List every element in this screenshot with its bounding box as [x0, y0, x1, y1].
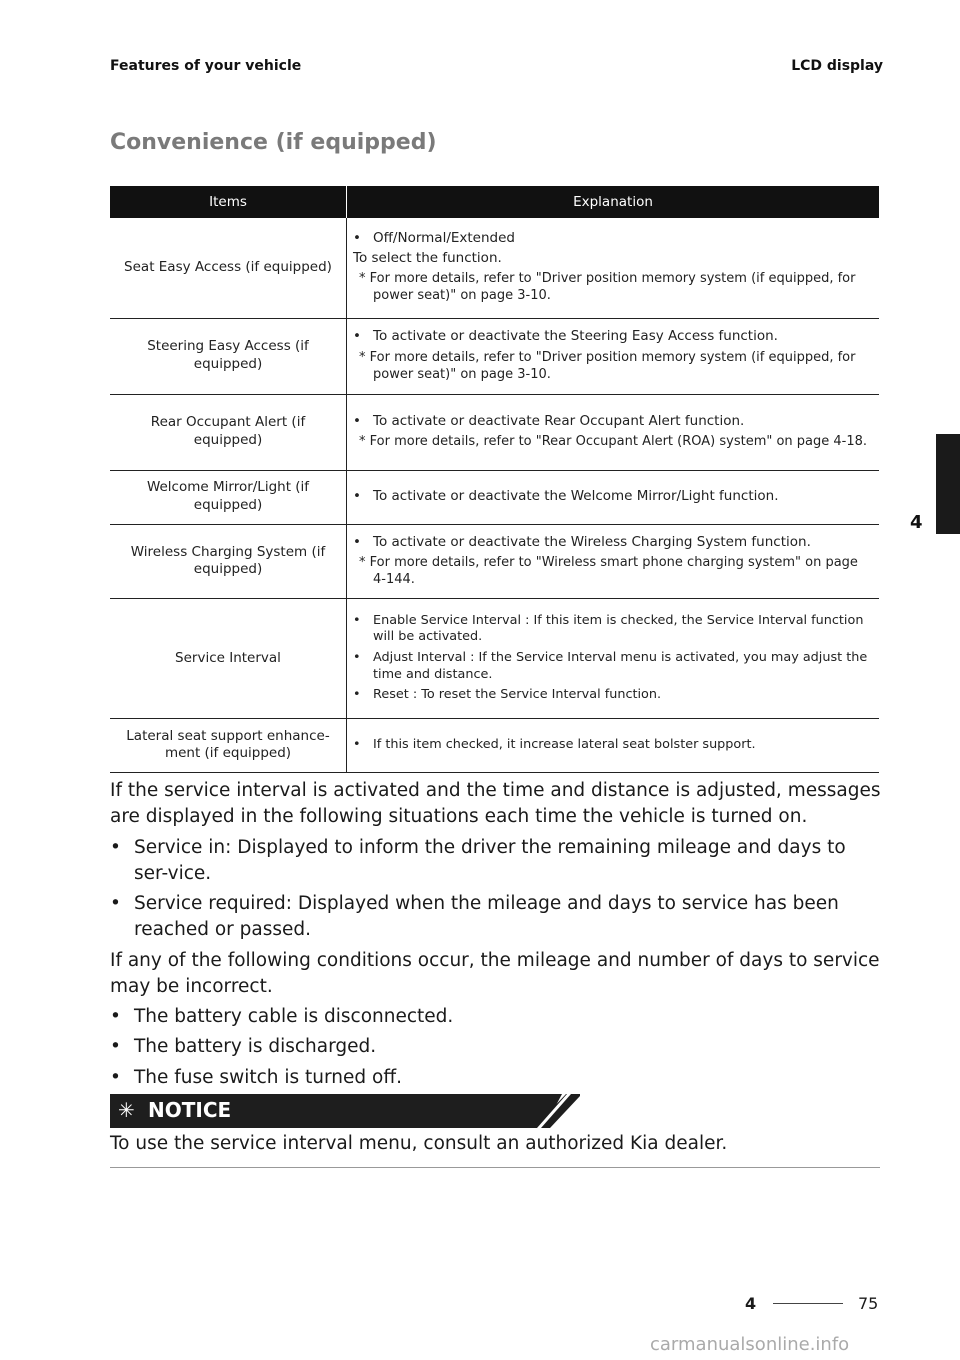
table-row: [110, 394, 879, 470]
row-explanation: [347, 394, 880, 470]
row-explanation: [347, 598, 880, 718]
explanation-bullet: • To activate or deactivate Rear Occupant Alert function.: [353, 413, 873, 431]
body-paragraph: If the service interval is activated and the time and distance is adjusted, messages are displayed in the following situations each time the vehicle is turned on.: [110, 780, 881, 828]
row-explanation: [347, 524, 880, 598]
table-row: [110, 218, 879, 318]
row-explanation: [347, 218, 880, 318]
row-explanation: [347, 718, 880, 772]
table-header-row: [110, 186, 879, 218]
settings-table: [110, 186, 879, 773]
explanation-bullet: • Off/Normal/Extended: [353, 230, 873, 248]
notice-slash-decoration: [110, 1094, 880, 1128]
notice-divider: [110, 1167, 880, 1168]
notice-label: NOTICE: [148, 1098, 232, 1122]
table-row: [110, 524, 879, 598]
row-item-label: Service Interval: [110, 598, 347, 718]
service-interval-description: [110, 778, 885, 1095]
watermark: carmanualsonline.info: [650, 1334, 850, 1355]
explanation-bullet: • Reset : To reset the Service Interval function.: [353, 687, 873, 704]
notice-banner: [110, 1094, 880, 1128]
body-paragraph: If any of the following conditions occur, the mileage and number of days to service may be incorrect.: [110, 949, 880, 997]
row-item-label: Steering Easy Access (if equipped): [110, 318, 347, 394]
row-item-label: Seat Easy Access (if equipped): [110, 218, 347, 318]
column-header-items: Items: [110, 186, 347, 218]
body-bullet: • Service required: Displayed when the mileage and days to service has been reached or passed.: [110, 891, 885, 944]
notice-text: To use the service interval menu, consult an authorized Kia dealer.: [110, 1133, 728, 1154]
running-header-left: Features of your vehicle: [110, 58, 302, 74]
explanation-note: * For more details, refer to "Driver position memory system (if equipped, for power seat)" on page 3-10.: [359, 271, 856, 304]
table-row: [110, 318, 879, 394]
body-bullet: • The fuse switch is turned off.: [110, 1065, 885, 1091]
chapter-side-tab: [936, 434, 960, 534]
explanation-bullet: • Enable Service Interval : If this item is checked, the Service Interval function will be activated.: [353, 613, 873, 646]
row-explanation: [347, 318, 880, 394]
explanation-bullet: • To activate or deactivate the Welcome Mirror/Light function.: [353, 488, 873, 506]
row-item-label: Lateral seat support enhance-ment (if equipped): [110, 718, 347, 772]
explanation-bullet: • To activate or deactivate the Wireless Charging System function.: [353, 534, 873, 552]
body-bullet: • The battery is discharged.: [110, 1034, 885, 1060]
running-header-right: LCD display: [791, 58, 883, 74]
footer-page-number: 75: [858, 1294, 879, 1313]
column-header-explanation: Explanation: [347, 186, 880, 218]
explanation-bullet: • If this item checked, it increase lateral seat bolster support.: [353, 737, 873, 754]
table-row: [110, 598, 879, 718]
explanation-note: * For more details, refer to "Driver position memory system (if equipped, for power seat)" on page 3-10.: [359, 349, 856, 382]
row-item-label: Wireless Charging System (if equipped): [110, 524, 347, 598]
table-row: [110, 470, 879, 524]
footer-divider: [773, 1303, 843, 1304]
section-title: Convenience (if equipped): [110, 130, 437, 155]
explanation-bullet: • To activate or deactivate the Steering Easy Access function.: [353, 328, 873, 346]
body-bullet: • The battery cable is disconnected.: [110, 1004, 885, 1030]
explanation-note: * For more details, refer to "Wireless smart phone charging system" on page 4-144.: [359, 555, 858, 587]
explanation-text: To select the function.: [353, 249, 502, 266]
footer-chapter-number: 4: [745, 1294, 757, 1313]
row-item-label: Rear Occupant Alert (if equipped): [110, 394, 347, 470]
body-bullet: • Service in: Displayed to inform the driver the remaining mileage and days to ser-vice.: [110, 835, 885, 888]
explanation-note: * For more details, refer to "Rear Occupant Alert (ROA) system" on page 4-18.: [359, 434, 868, 450]
chapter-side-number: 4: [910, 512, 923, 533]
asterisk-icon: ✳: [118, 1098, 135, 1122]
row-item-label: Welcome Mirror/Light (if equipped): [110, 470, 347, 524]
row-explanation: [347, 470, 880, 524]
table-row: [110, 718, 879, 772]
explanation-bullet: • Adjust Interval : If the Service Interval menu is activated, you may adjust the time and distance.: [353, 650, 873, 683]
